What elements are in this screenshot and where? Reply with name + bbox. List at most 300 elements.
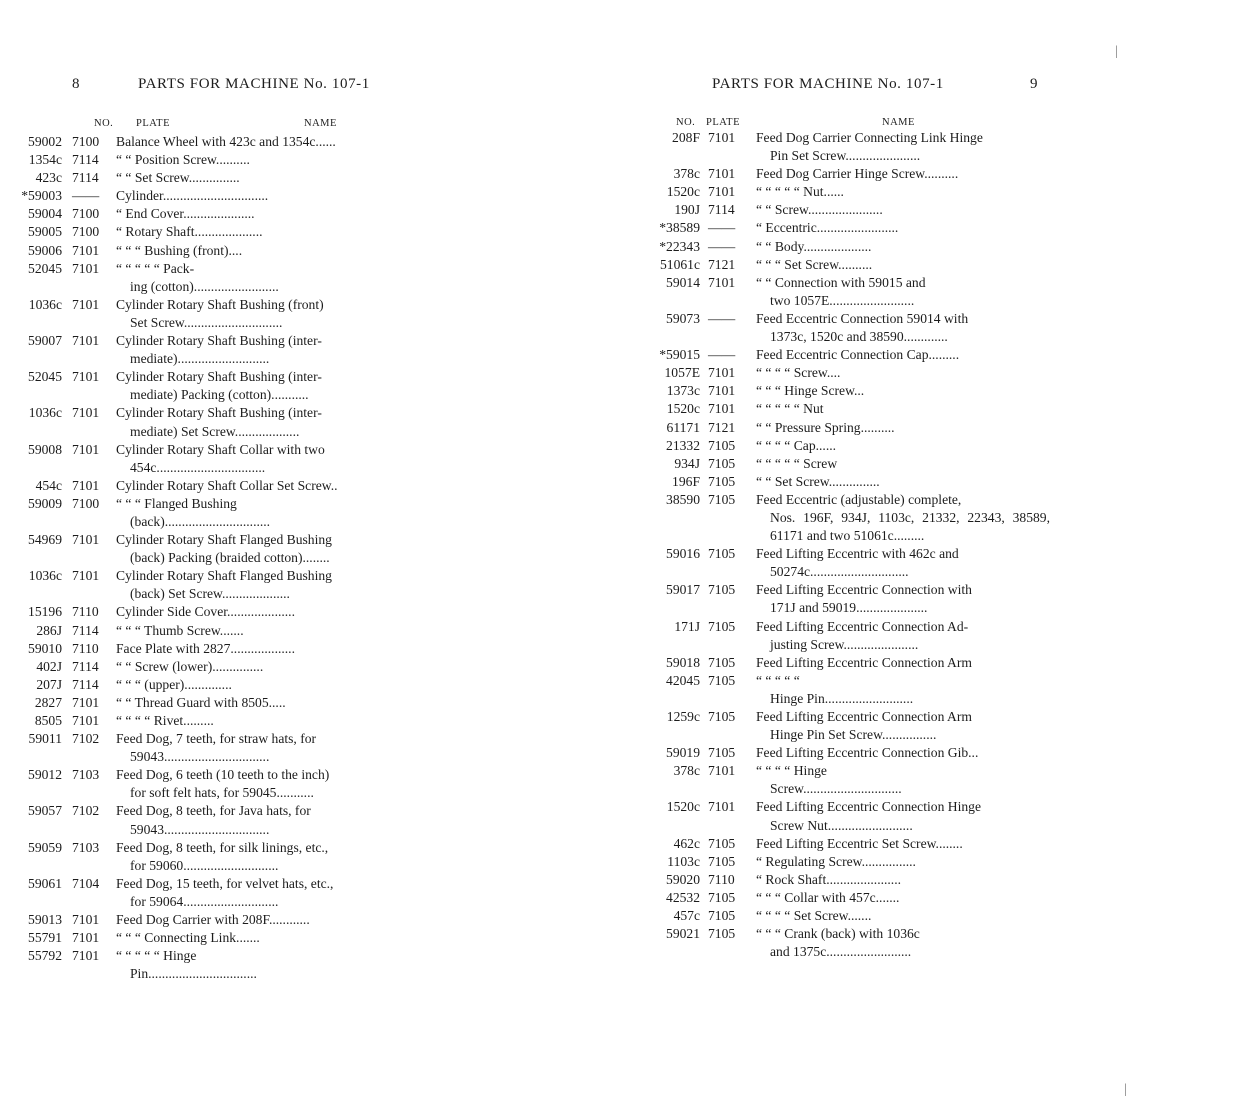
plate-number: 7105 bbox=[708, 745, 736, 761]
part-name bbox=[116, 531, 462, 567]
part-name bbox=[756, 744, 1050, 762]
part-number: 59073 bbox=[666, 310, 700, 326]
parts-row bbox=[0, 531, 462, 567]
part-name-line: “ “ Connection with 59015 and bbox=[756, 274, 926, 290]
part-name-line: Cylinder............................... bbox=[116, 188, 269, 204]
part-name-line: Feed Dog, 15 teeth, for velvet hats, etc., bbox=[116, 875, 334, 891]
part-name-line: Feed Dog Carrier Hinge Screw.......... bbox=[756, 166, 959, 182]
plate-number: 7105 bbox=[708, 889, 736, 905]
parts-row bbox=[620, 672, 1050, 708]
part-name bbox=[116, 495, 462, 531]
part-number: 402J bbox=[36, 658, 62, 674]
plate-number: 7101 bbox=[72, 405, 100, 421]
part-name-continuation: mediate) Set Screw................... bbox=[130, 423, 300, 439]
part-name bbox=[756, 708, 1050, 744]
part-number: 462c bbox=[673, 835, 700, 851]
part-name-line: “ “ Position Screw.......... bbox=[116, 152, 250, 168]
part-name bbox=[116, 567, 462, 603]
part-name bbox=[116, 169, 462, 187]
plate-number: 7105 bbox=[708, 473, 736, 489]
part-name-line: Cylinder Rotary Shaft Collar with two bbox=[116, 441, 325, 457]
part-name bbox=[756, 256, 1050, 274]
part-name-continuation: Nos. 196F, 934J, 1103c, 21332, 22343, 38589, 61171 and two 51061c......... bbox=[770, 509, 1050, 544]
part-name bbox=[116, 802, 462, 838]
plate-number: 7114 bbox=[72, 170, 99, 186]
part-name bbox=[116, 603, 462, 621]
plate-number: 7105 bbox=[708, 709, 736, 724]
part-name-continuation: (back) Set Screw.................... bbox=[130, 586, 290, 602]
right-col-name: NAME bbox=[882, 117, 915, 128]
parts-row bbox=[0, 929, 462, 947]
plate-number: 7110 bbox=[72, 604, 99, 620]
part-name-line: “ “ “ “ “ Nut...... bbox=[756, 184, 844, 200]
part-name bbox=[756, 853, 1050, 871]
part-name-line: Feed Lifting Eccentric Connection Gib... bbox=[756, 745, 979, 761]
part-number: 286J bbox=[36, 622, 62, 638]
part-number: *38589 bbox=[659, 220, 700, 236]
part-number: 59061 bbox=[28, 875, 62, 891]
parts-row bbox=[0, 694, 462, 712]
part-name bbox=[756, 871, 1050, 889]
plate-number: 7105 bbox=[708, 491, 736, 507]
part-name-line: Cylinder Rotary Shaft Bushing (inter- bbox=[116, 333, 322, 349]
parts-row bbox=[0, 875, 462, 911]
part-name-continuation: 59043............................... bbox=[130, 749, 270, 765]
part-name bbox=[756, 238, 1050, 256]
parts-row bbox=[0, 223, 462, 241]
part-name-line: Balance Wheel with 423c and 1354c...... bbox=[116, 134, 336, 149]
part-name-line: “ “ “ Hinge Screw... bbox=[756, 383, 865, 399]
part-number: 42045 bbox=[666, 672, 700, 688]
part-name bbox=[116, 404, 462, 440]
plate-number: 7100 bbox=[72, 134, 100, 149]
part-name-line: “ “ “ “ Rivet......... bbox=[116, 713, 214, 728]
plate-number: 7101 bbox=[708, 763, 736, 779]
part-number: 61171 bbox=[666, 419, 700, 435]
part-name-line: Feed Dog, 6 teeth (10 teeth to the inch) bbox=[116, 767, 330, 783]
parts-row bbox=[0, 802, 462, 838]
part-name bbox=[756, 889, 1050, 907]
part-number: 59010 bbox=[28, 640, 62, 656]
part-name bbox=[756, 618, 1050, 654]
plate-number: —— bbox=[708, 220, 736, 236]
part-name bbox=[116, 839, 462, 875]
plate-number: 7105 bbox=[708, 618, 736, 634]
parts-row bbox=[620, 437, 1050, 455]
part-number: 51061c bbox=[659, 256, 700, 272]
plate-number: 7100 bbox=[72, 495, 100, 511]
part-name bbox=[756, 274, 1050, 310]
plate-number: 7110 bbox=[708, 871, 735, 887]
parts-row bbox=[0, 205, 462, 223]
left-col-no: NO. bbox=[94, 118, 114, 129]
parts-row bbox=[620, 618, 1050, 654]
part-name-line: Feed Dog, 8 teeth, for Java hats, for bbox=[116, 803, 311, 819]
part-number: 59006 bbox=[28, 242, 62, 258]
part-name-continuation: ing (cotton)......................... bbox=[130, 278, 279, 294]
plate-number: 7101 bbox=[72, 260, 100, 276]
part-number: 59017 bbox=[666, 582, 700, 598]
part-name-line: “ “ Set Screw............... bbox=[116, 170, 240, 186]
part-number: *59003 bbox=[21, 188, 62, 204]
left-col-name: NAME bbox=[304, 118, 337, 129]
parts-row bbox=[620, 654, 1050, 672]
part-number: 171J bbox=[674, 618, 700, 634]
parts-row bbox=[620, 238, 1050, 256]
part-number: 378c bbox=[673, 763, 700, 779]
part-name-continuation: for soft felt hats, for 59045........... bbox=[130, 785, 314, 801]
part-name-line: Feed Lifting Eccentric Connection Arm bbox=[756, 654, 972, 670]
plate-number: 7102 bbox=[72, 803, 100, 819]
part-name-continuation: mediate)........................... bbox=[130, 351, 270, 367]
part-name bbox=[756, 835, 1050, 853]
part-name-line: Feed Eccentric (adjustable) complete, bbox=[756, 491, 962, 507]
part-name bbox=[756, 419, 1050, 437]
plate-number: 7101 bbox=[72, 296, 100, 312]
part-name bbox=[756, 129, 1050, 165]
parts-row bbox=[620, 400, 1050, 418]
part-name-line: “ End Cover..................... bbox=[116, 206, 255, 222]
part-name-continuation: Hinge Pin.......................... bbox=[770, 690, 914, 706]
part-number: 1520c bbox=[666, 799, 700, 815]
plate-number: 7100 bbox=[72, 224, 100, 240]
parts-row bbox=[0, 242, 462, 260]
plate-number: 7110 bbox=[72, 640, 99, 656]
part-name-line: “ Eccentric........................ bbox=[756, 220, 899, 236]
plate-number: 7101 bbox=[72, 333, 100, 349]
part-number: 52045 bbox=[28, 260, 62, 276]
part-name-continuation: Pin Set Screw...................... bbox=[770, 148, 921, 164]
plate-number: 7103 bbox=[72, 839, 100, 855]
parts-row bbox=[620, 183, 1050, 201]
part-name bbox=[116, 368, 462, 404]
parts-row bbox=[0, 169, 462, 187]
parts-row bbox=[620, 201, 1050, 219]
part-name-line: “ “ Screw...................... bbox=[756, 202, 883, 218]
plate-number: —— bbox=[708, 310, 736, 326]
part-number: 190J bbox=[674, 202, 700, 218]
part-name bbox=[756, 310, 1050, 346]
plate-number: 7105 bbox=[708, 582, 736, 598]
part-name-line: Feed Lifting Eccentric Connection Ad- bbox=[756, 618, 969, 634]
parts-row bbox=[0, 911, 462, 929]
plate-number: 7101 bbox=[72, 694, 100, 710]
part-name-line: Cylinder Rotary Shaft Bushing (inter- bbox=[116, 369, 322, 385]
part-name bbox=[756, 545, 1050, 581]
part-name-line: “ “ “ “ “ Hinge bbox=[116, 948, 197, 964]
part-name-line: Cylinder Rotary Shaft Flanged Bushing bbox=[116, 568, 332, 584]
part-name-line: “ “ “ “ “ bbox=[756, 672, 800, 688]
part-name-continuation: Set Screw............................. bbox=[130, 314, 283, 330]
part-name-continuation: mediate) Packing (cotton)........... bbox=[130, 387, 309, 403]
scan-mark: | bbox=[1124, 1082, 1127, 1097]
plate-number: 7101 bbox=[72, 477, 100, 493]
part-name bbox=[116, 296, 462, 332]
part-name bbox=[116, 658, 462, 676]
part-number: 59057 bbox=[28, 803, 62, 819]
part-number: 196F bbox=[672, 473, 700, 489]
right-parts-list bbox=[620, 129, 1050, 961]
part-name-line: Feed Dog, 8 teeth, for silk linings, etc., bbox=[116, 839, 329, 855]
part-name-line: “ “ Thread Guard with 8505..... bbox=[116, 694, 286, 710]
part-name-line: “ “ “ Connecting Link....... bbox=[116, 930, 260, 946]
part-name bbox=[756, 672, 1050, 708]
part-name-line: “ “ Set Screw............... bbox=[756, 473, 880, 489]
parts-row bbox=[620, 165, 1050, 183]
parts-row bbox=[620, 256, 1050, 274]
part-name-line: “ “ “ “ Set Screw....... bbox=[756, 908, 872, 924]
plate-number: 7104 bbox=[72, 875, 100, 891]
part-name bbox=[116, 766, 462, 802]
parts-row bbox=[0, 676, 462, 694]
part-name-line: Cylinder Rotary Shaft Bushing (inter- bbox=[116, 405, 322, 421]
parts-row bbox=[0, 766, 462, 802]
plate-number: 7101 bbox=[708, 401, 736, 417]
plate-number: 7105 bbox=[708, 546, 736, 562]
part-number: 59009 bbox=[28, 495, 62, 511]
part-number: *22343 bbox=[659, 238, 700, 254]
parts-row bbox=[0, 441, 462, 477]
part-name-continuation: Screw............................. bbox=[770, 781, 902, 797]
part-name-line: Feed Lifting Eccentric Connection Arm bbox=[756, 709, 972, 724]
part-number: 15196 bbox=[28, 604, 62, 620]
part-name bbox=[756, 364, 1050, 382]
parts-row bbox=[0, 260, 462, 296]
plate-number: 7101 bbox=[72, 568, 100, 584]
part-name-line: Feed Lifting Eccentric Set Screw........ bbox=[756, 835, 963, 851]
left-col-plate: PLATE bbox=[136, 118, 170, 129]
parts-row bbox=[620, 762, 1050, 798]
plate-number: 7101 bbox=[72, 930, 100, 946]
plate-number: 7101 bbox=[708, 130, 736, 145]
parts-row bbox=[620, 455, 1050, 473]
plate-number: 7105 bbox=[708, 853, 736, 869]
part-name bbox=[756, 219, 1050, 237]
plate-number: 7121 bbox=[708, 256, 736, 272]
part-number: *59015 bbox=[659, 347, 700, 363]
plate-number: 7101 bbox=[72, 242, 100, 258]
part-number: 1036c bbox=[28, 296, 62, 312]
parts-row bbox=[620, 798, 1050, 834]
part-number: 1520c bbox=[666, 184, 700, 200]
parts-row bbox=[620, 346, 1050, 364]
part-number: 1103c bbox=[667, 853, 700, 869]
plate-number: 7105 bbox=[708, 654, 736, 670]
part-name-line: Feed Eccentric Connection 59014 with bbox=[756, 310, 969, 326]
part-name-line: “ “ Screw (lower)............... bbox=[116, 658, 264, 674]
parts-row bbox=[0, 947, 462, 983]
right-page-header: PARTS FOR MACHINE No. 107-1 bbox=[712, 76, 944, 92]
parts-row bbox=[620, 708, 1050, 744]
parts-row bbox=[0, 187, 462, 205]
parts-row bbox=[620, 473, 1050, 491]
parts-row bbox=[0, 622, 462, 640]
plate-number: 7105 bbox=[708, 437, 736, 453]
part-number: 59012 bbox=[28, 767, 62, 783]
part-name-continuation: Hinge Pin Set Screw................ bbox=[770, 727, 937, 743]
part-name bbox=[756, 183, 1050, 201]
part-name bbox=[756, 907, 1050, 925]
left-page-header: PARTS FOR MACHINE No. 107-1 bbox=[138, 76, 370, 92]
parts-row bbox=[620, 382, 1050, 400]
part-name-continuation: (back)............................... bbox=[130, 513, 271, 529]
part-number: 38590 bbox=[666, 491, 700, 507]
part-number: 457c bbox=[673, 908, 700, 924]
part-name-line: Feed Dog Carrier with 208F............ bbox=[116, 912, 310, 928]
part-name-continuation: for 59060............................ bbox=[130, 857, 279, 873]
plate-number: 7102 bbox=[72, 731, 100, 747]
part-number: 59019 bbox=[666, 745, 700, 761]
parts-row bbox=[0, 368, 462, 404]
plate-number: 7101 bbox=[708, 166, 736, 182]
part-name-line: “ “ “ Thumb Screw....... bbox=[116, 622, 244, 638]
part-number: 934J bbox=[674, 455, 700, 471]
part-name-line: “ “ Pressure Spring.......... bbox=[756, 419, 895, 435]
part-number: 59002 bbox=[28, 134, 62, 149]
plate-number: 7114 bbox=[708, 202, 735, 218]
part-number: 59004 bbox=[28, 206, 62, 222]
parts-row bbox=[0, 839, 462, 875]
part-name-line: “ “ “ “ “ Screw bbox=[756, 455, 838, 471]
plate-number: 7100 bbox=[72, 206, 100, 222]
parts-row bbox=[620, 871, 1050, 889]
plate-number: 7105 bbox=[708, 455, 736, 471]
part-number: 1259c bbox=[666, 709, 700, 724]
part-name bbox=[116, 205, 462, 223]
plate-number: 7114 bbox=[72, 658, 99, 674]
part-name-line: Feed Eccentric Connection Cap......... bbox=[756, 347, 960, 363]
left-parts-list bbox=[0, 133, 462, 983]
parts-row bbox=[620, 581, 1050, 617]
part-name bbox=[116, 622, 462, 640]
part-name-continuation: two 1057E......................... bbox=[770, 292, 915, 308]
part-number: 59007 bbox=[28, 333, 62, 349]
scan-mark: | bbox=[1115, 44, 1118, 59]
plate-number: 7101 bbox=[708, 383, 736, 399]
part-number: 2827 bbox=[34, 694, 62, 710]
part-name-line: “ Rock Shaft...................... bbox=[756, 871, 901, 887]
part-name-line: Feed Lifting Eccentric with 462c and bbox=[756, 546, 959, 562]
part-name-line: Cylinder Rotary Shaft Bushing (front) bbox=[116, 296, 324, 312]
part-number: 59021 bbox=[666, 926, 700, 942]
part-name-line: Feed Lifting Eccentric Connection Hinge bbox=[756, 799, 981, 815]
part-name-line: “ “ “ “ Hinge bbox=[756, 763, 827, 779]
parts-row bbox=[620, 274, 1050, 310]
part-name-line: Feed Dog, 7 teeth, for straw hats, for bbox=[116, 731, 317, 747]
parts-row bbox=[0, 712, 462, 730]
plate-number: 7101 bbox=[708, 365, 736, 381]
parts-row bbox=[620, 545, 1050, 581]
parts-row bbox=[620, 419, 1050, 437]
parts-row bbox=[620, 491, 1050, 545]
part-name bbox=[116, 947, 462, 983]
part-name-continuation: (back) Packing (braided cotton)........ bbox=[130, 550, 330, 566]
part-name bbox=[116, 694, 462, 712]
part-number: 59014 bbox=[666, 274, 700, 290]
part-name bbox=[756, 437, 1050, 455]
plate-number: 7101 bbox=[708, 799, 736, 815]
part-name bbox=[116, 477, 462, 495]
part-number: 454c bbox=[35, 477, 62, 493]
part-number: 59013 bbox=[28, 912, 62, 928]
part-name bbox=[116, 151, 462, 169]
part-name bbox=[116, 441, 462, 477]
part-number: 59059 bbox=[28, 839, 62, 855]
part-name-line: “ Rotary Shaft.................... bbox=[116, 224, 263, 240]
part-name-continuation: Screw Nut......................... bbox=[770, 817, 913, 833]
part-name-line: Feed Lifting Eccentric Connection with bbox=[756, 582, 972, 598]
part-number: 59020 bbox=[666, 871, 700, 887]
part-number: 8505 bbox=[34, 713, 62, 728]
part-number: 1373c bbox=[666, 383, 700, 399]
right-page-number: 9 bbox=[1030, 76, 1038, 92]
part-name bbox=[116, 260, 462, 296]
part-name bbox=[116, 640, 462, 658]
part-number: 1057E bbox=[664, 365, 700, 381]
part-name bbox=[116, 676, 462, 694]
parts-row bbox=[0, 332, 462, 368]
plate-number: 7101 bbox=[72, 948, 100, 964]
plate-number: 7101 bbox=[72, 441, 100, 457]
part-name-line: “ “ Body.................... bbox=[756, 238, 872, 254]
plate-number: 7114 bbox=[72, 152, 99, 168]
part-name bbox=[756, 382, 1050, 400]
part-number: 59016 bbox=[666, 546, 700, 562]
part-name-continuation: justing Screw...................... bbox=[770, 636, 919, 652]
plate-number: —— bbox=[72, 188, 100, 204]
part-name-line: Cylinder Side Cover.................... bbox=[116, 604, 295, 620]
part-name bbox=[116, 187, 462, 205]
plate-number: 7101 bbox=[72, 369, 100, 385]
part-number: 59018 bbox=[666, 654, 700, 670]
part-name-line: Cylinder Rotary Shaft Flanged Bushing bbox=[116, 532, 332, 548]
part-name-line: “ “ “ (upper).............. bbox=[116, 676, 232, 692]
plate-number: 7114 bbox=[72, 676, 99, 692]
part-name bbox=[756, 455, 1050, 473]
parts-row bbox=[620, 129, 1050, 165]
part-name bbox=[116, 929, 462, 947]
part-name bbox=[756, 473, 1050, 491]
part-number: 54969 bbox=[28, 532, 62, 548]
part-number: 207J bbox=[36, 676, 62, 692]
part-name bbox=[756, 201, 1050, 219]
part-name bbox=[756, 654, 1050, 672]
part-name-line: “ “ “ Crank (back) with 1036c bbox=[756, 926, 920, 942]
part-number: 55791 bbox=[28, 930, 62, 946]
part-name-continuation: 171J and 59019..................... bbox=[770, 600, 928, 616]
part-name-line: “ “ “ “ Screw.... bbox=[756, 365, 841, 381]
part-name-continuation: Pin................................ bbox=[130, 966, 257, 982]
plate-number: 7101 bbox=[708, 274, 736, 290]
part-name bbox=[116, 133, 462, 151]
part-name bbox=[116, 730, 462, 766]
parts-row bbox=[0, 603, 462, 621]
parts-row bbox=[0, 477, 462, 495]
part-name bbox=[756, 491, 1050, 545]
part-name-continuation: 59043............................... bbox=[130, 821, 270, 837]
part-number: 423c bbox=[35, 170, 62, 186]
part-name-line: “ “ “ Set Screw.......... bbox=[756, 256, 873, 272]
parts-row bbox=[620, 219, 1050, 237]
parts-row bbox=[620, 364, 1050, 382]
part-name-line: “ “ “ Collar with 457c....... bbox=[756, 889, 900, 905]
part-name-continuation: for 59064............................ bbox=[130, 893, 279, 909]
part-name-line: “ “ “ “ “ Nut bbox=[756, 401, 824, 417]
parts-row bbox=[0, 658, 462, 676]
part-name bbox=[116, 223, 462, 241]
parts-row bbox=[620, 835, 1050, 853]
part-name-line: “ “ “ “ Cap...... bbox=[756, 437, 837, 453]
